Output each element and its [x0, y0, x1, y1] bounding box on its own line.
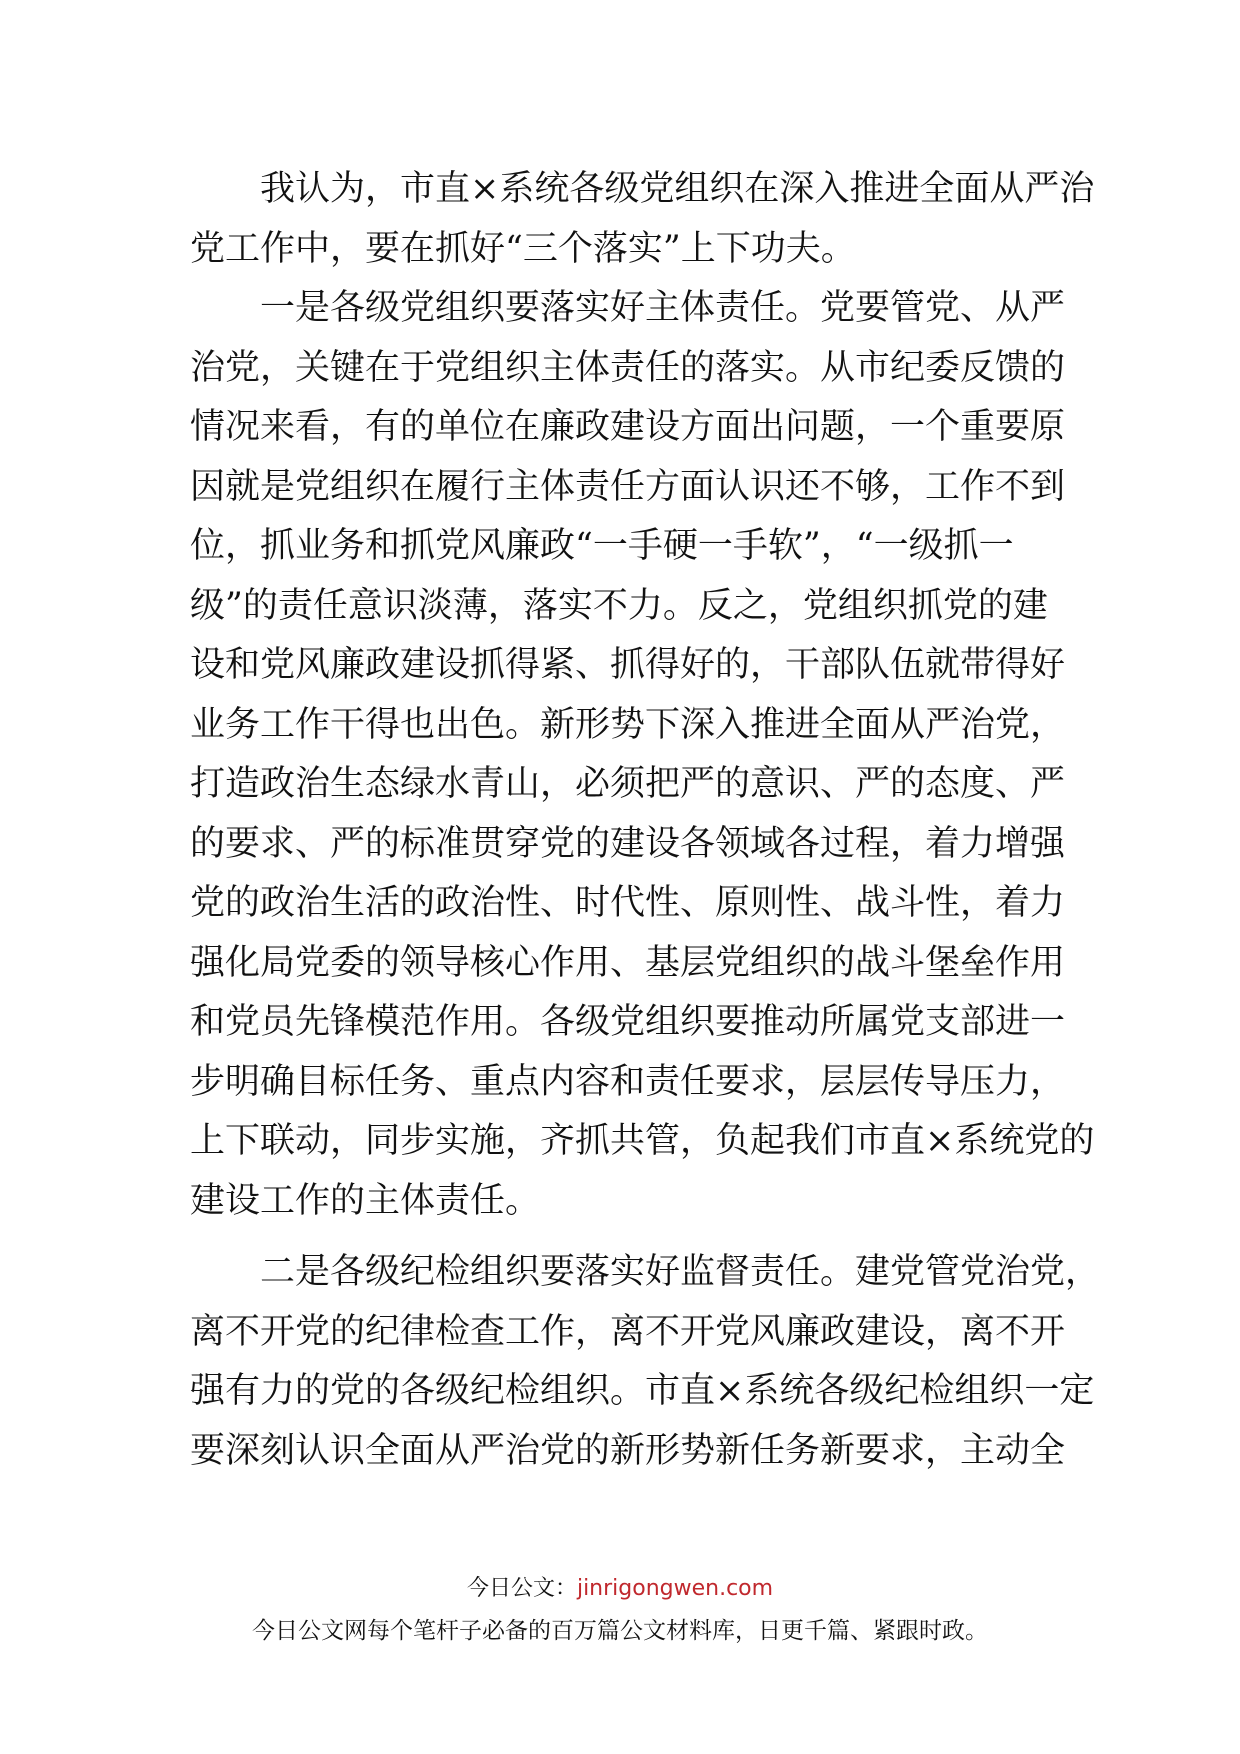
paragraph-one	[190, 279, 1095, 1231]
text-line: 的要求、严的标准贯穿党的建设各领域各过程，着力增强	[190, 823, 1066, 864]
text-line: 步明确目标任务、重点内容和责任要求，层层传导压力，	[190, 1061, 1066, 1102]
text-line: 我认为，市直×系统各级党组织在深入推进全面从严治	[260, 169, 1095, 209]
text-line: 和党员先锋模范作用。各级党组织要推动所属党支部进一	[190, 1002, 1066, 1042]
text-line: 建设工作的主体责任。	[190, 1180, 541, 1221]
footer-site-label: 今日公文：	[466, 1576, 577, 1601]
text-line: 二是各级纪检组织要落实好监督责任。建党管党治党，	[260, 1252, 1101, 1292]
footer-site-url[interactable]: jinrigongwen.com	[576, 1576, 774, 1601]
text-line: 强化局党委的领导核心作用、基层党组织的战斗堡垒作用	[190, 942, 1066, 983]
text-line: 情况来看，有的单位在廉政建设方面出问题，一个重要原	[190, 407, 1066, 447]
text-line: 党的政治生活的政治性、时代性、原则性、战斗性，着力	[190, 883, 1066, 923]
paragraph-spacer	[190, 1231, 1050, 1243]
text-line: 离不开党的纪律检查工作，离不开党风廉政建设，离不开	[190, 1311, 1066, 1352]
text-line: 设和党风廉政建设抓得紧、抓得好的，干部队伍就带得好	[190, 645, 1066, 685]
text-line: 要深刻认识全面从严治党的新形势新任务新要求，主动全	[190, 1430, 1066, 1471]
text-line: 级”的责任意识淡薄，落实不力。反之，党组织抓党的建	[190, 585, 1048, 626]
paragraph-intro	[190, 160, 1095, 279]
paragraph-two	[190, 1243, 1101, 1481]
footer-site	[0, 1571, 1240, 1602]
text-line: 上下联动，同步实施，齐抓共管，负起我们市直×系统党的	[190, 1121, 1095, 1161]
footer-slogan: 今日公文网每个笔杆子必备的百万篇公文材料库，日更千篇、紧跟时政。	[252, 1618, 988, 1644]
text-line: 强有力的党的各级纪检组织。市直×系统各级纪检组织一定	[190, 1371, 1095, 1411]
document-body	[190, 160, 1101, 1481]
text-line: 一是各级党组织要落实好主体责任。党要管党、从严	[260, 288, 1066, 328]
text-line: 因就是党组织在履行主体责任方面认识还不够，工作不到	[190, 466, 1066, 507]
text-line: 党工作中，要在抓好“三个落实”上下功夫。	[190, 228, 856, 269]
text-line: 位，抓业务和抓党风廉政“一手硬一手软”，“一级抓一	[190, 526, 1014, 566]
text-line: 治党，关键在于党组织主体责任的落实。从市纪委反馈的	[190, 347, 1066, 388]
text-line: 业务工作干得也出色。新形势下深入推进全面从严治党，	[190, 704, 1066, 745]
text-line: 打造政治生态绿水青山，必须把严的意识、严的态度、严	[190, 764, 1066, 804]
